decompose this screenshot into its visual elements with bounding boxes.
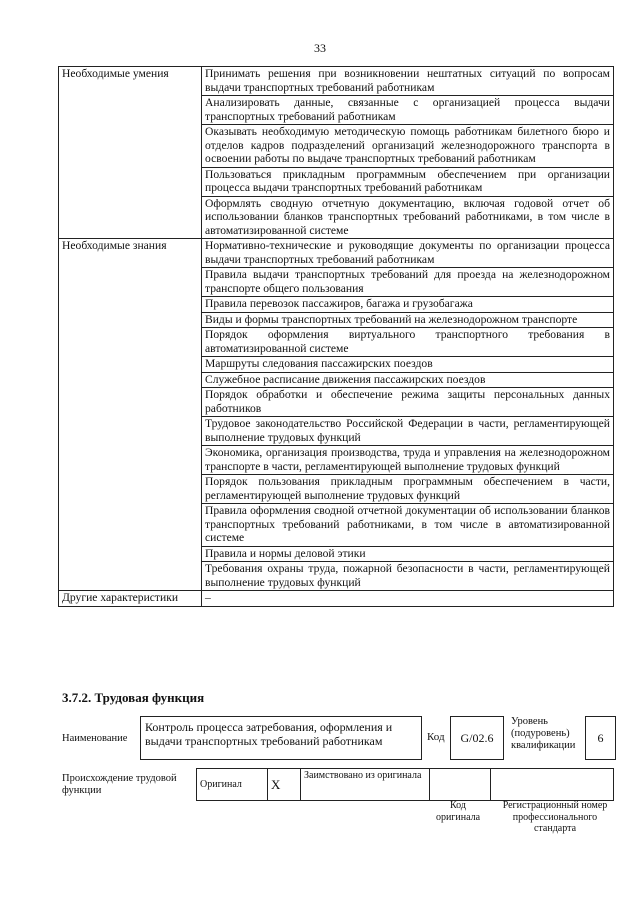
origin-table (196, 768, 614, 801)
row-item: Правила перевозок пассажиров, багажа и грузобагажа (202, 297, 614, 313)
code-label: Код (427, 731, 445, 743)
name-label: Наименование (62, 733, 128, 744)
reg-number-cell (491, 769, 614, 801)
row-item: Нормативно-технические и руководящие документы по организации процесса выдачи транспортных требований работникам (202, 239, 614, 268)
row-item: Пользоваться прикладным программным обеспечением при организации процесса выдачи транспортных требований работникам (202, 167, 614, 196)
row-item: Правила выдачи транспортных требований для проезда на железнодорожном транспорте общего пользования (202, 268, 614, 297)
table-row (59, 239, 614, 268)
original-code-cell (430, 769, 491, 801)
row-label: Необходимые умения (59, 67, 202, 239)
row-item: Анализировать данные, связанные с организацией процесса выдачи транспортных требований работникам (202, 96, 614, 125)
origin-label: Происхождение трудовой функции (62, 773, 177, 796)
name-value-box (140, 716, 422, 760)
table-row (59, 67, 614, 96)
row-item: Порядок оформления виртуального транспортного требования в автоматизированной системе (202, 328, 614, 357)
row-item: Принимать решения при возникновении нештатных ситуаций по вопросам выдачи транспортных требований работникам (202, 67, 614, 96)
level-value: 6 (585, 716, 616, 760)
row-item: Служебное расписание движения пассажирских поездов (202, 372, 614, 388)
table-row (59, 591, 614, 607)
row-item: Требования охраны труда, пожарной безопасности в части, регламентирующей выполнение трудовых функций (202, 562, 614, 591)
original-mark: X (268, 769, 301, 801)
row-item: Правила оформления сводной отчетной документации об использовании бланков транспортных требований работниками, в том числе в автоматизированной системе (202, 504, 614, 547)
requirements-table (58, 66, 614, 607)
section-title: 3.7.2. Трудовая функция (62, 690, 205, 705)
row-label: Другие характеристики (59, 591, 202, 607)
row-item: Трудовое законодательство Российской Федерации в части, регламентирующей выполнение трудовых функций (202, 417, 614, 446)
row-item: Маршруты следования пассажирских поездов (202, 357, 614, 373)
regnum-caption: Регистрационный номер профессионального стандарта (502, 800, 608, 834)
level-label: Уровень (подуровень) квалификации (511, 716, 576, 751)
name-value: Контроль процесса затребования, оформления и выдачи транспортных требований работникам (145, 720, 393, 748)
borrowed-label: Заимствовано из оригинала (301, 769, 430, 801)
row-item: – (202, 591, 614, 607)
row-item: Экономика, организация производства, труда и управления на железнодорожном транспорте в части, регламентирующей выполнение трудовых функций (202, 446, 614, 475)
row-item: Порядок пользования прикладным программным обеспечением в части, регламентирующей выполнение трудовых функций (202, 475, 614, 504)
row-item: Оформлять сводную отчетную документацию, включая годовой отчет об использовании бланков транспортных требований работниками, в том числе в автоматизированной системе (202, 196, 614, 239)
row-item: Виды и формы транспортных требований на железнодорожном транспорте (202, 312, 614, 328)
row-item: Оказывать необходимую методическую помощь работникам билетного бюро и отделов кадров подразделений организаций железнодорожного транспорта в освоении работы по выдаче транспортных требований работникам (202, 125, 614, 168)
row-item: Правила и нормы деловой этики (202, 546, 614, 562)
code-caption: Код оригинала (435, 800, 481, 823)
page-number: 33 (314, 41, 326, 55)
row-label: Необходимые знания (59, 239, 202, 591)
code-value: G/02.6 (450, 716, 504, 760)
row-item: Порядок обработки и обеспечение режима защиты персональных данных работников (202, 388, 614, 417)
original-label: Оригинал (197, 769, 268, 801)
